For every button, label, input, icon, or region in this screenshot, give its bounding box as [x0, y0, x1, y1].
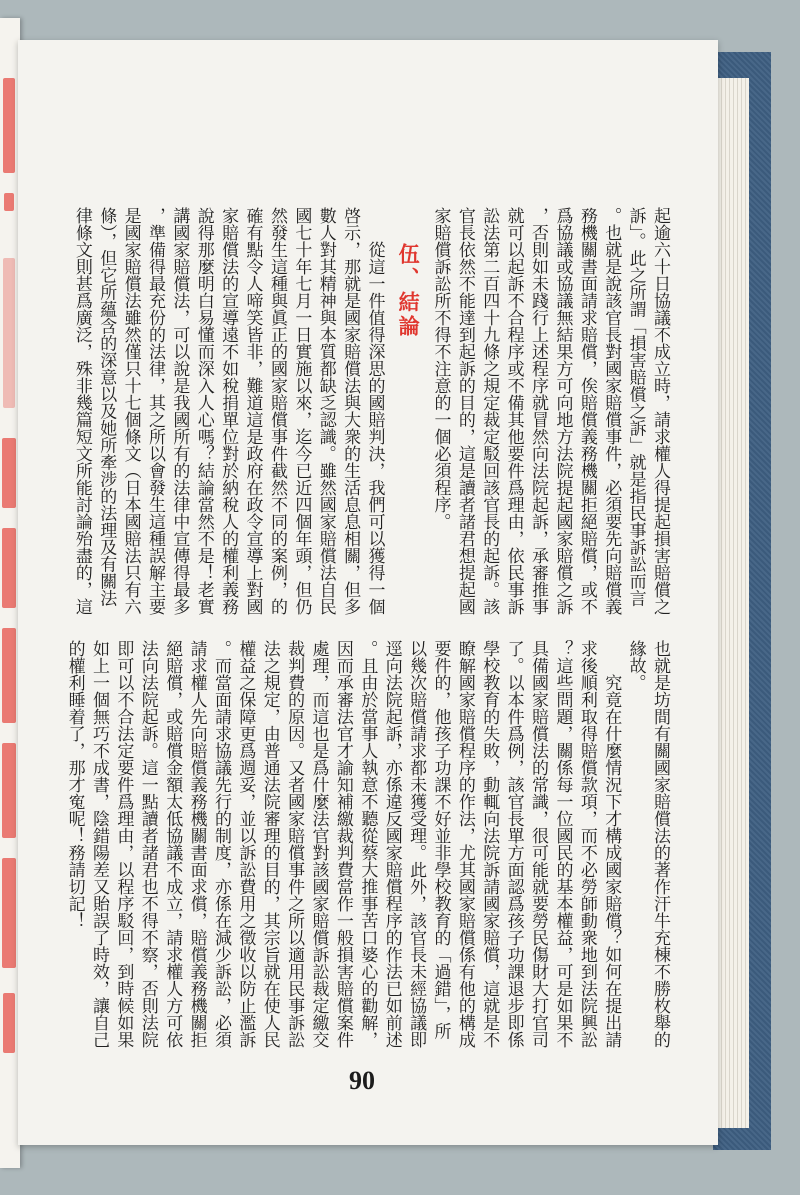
text-column: 瞭解國家賠償程序的作法，尤其國家賠償係有他的構成 — [454, 640, 475, 1048]
text-column: 訴」。此之所謂「損害賠償之訴」就是指民事訴訟而言 — [625, 207, 646, 607]
text-column: 然發生這種與眞正的國家賠償事件截然不同的案例，的 — [266, 207, 287, 615]
new-paragraph — [62, 640, 623, 1052]
red-print-fragment — [3, 78, 15, 173]
text-column: 律條文則甚爲廣泛，殊非幾篇短文所能討論殆盡的，這 — [71, 207, 92, 615]
text-column: ？這些問題，關係每一位國民的基本權益，可是如果不 — [552, 640, 573, 1048]
text-column: ，準備得最充份的法律，其之所以會發生這種誤解主要 — [144, 207, 165, 615]
text-column: 因而承審法官才諭知補繳裁判費當作一般損害賠償案件 — [332, 640, 353, 1048]
text-column: 法向法院起訴。這一點讀者諸君也不得不察，否則法院 — [137, 640, 158, 1048]
text-column: 權益之保障更爲週妥，並以訴訟費用之徵收以防止濫訴 — [235, 640, 256, 1048]
text-column: 要件的，他孩子功課不好並非學校教育的「過錯」，所 — [430, 640, 451, 1040]
text-column: 爲協議或協議無結果方可向地方法院提起國家賠償之訴 — [552, 207, 573, 615]
text-column: 如上一個無巧不成書，陰錯陽差又貽誤了時效，讓自己 — [89, 640, 110, 1048]
text-column: 國七十年七月一日實施以來，迄今已近四個年頭，但仍 — [291, 207, 312, 615]
red-print-fragment — [2, 858, 16, 968]
text-column: 裁判費的原因。又者國家賠償事件之所以適用民事訴訟 — [284, 640, 305, 1048]
text-column: 法之規定，由普通法院審理的目的，其宗旨就在使人民 — [259, 640, 280, 1048]
text-column: 具備國家賠償法的常識，很可能就要勞民傷財大打官司 — [528, 640, 549, 1048]
red-print-fragment — [4, 193, 14, 211]
text-column: 逕向法院起訴，亦係違反國家賠償程序的作法已如前述 — [381, 640, 402, 1048]
conclusion-paragraph — [69, 207, 386, 619]
text-column: 處理，而這也是爲什麼法官對該國家賠償訴訟裁定繳交 — [308, 640, 329, 1048]
continued-paragraph — [623, 640, 672, 1052]
text-column: 。而當面請求協議先行的制度，亦係在減少訴訟，必須 — [210, 640, 231, 1048]
text-column: 確有點令人啼笑皆非，難道這是政府在政令宣導上對國 — [242, 207, 263, 615]
bottom-text-block — [62, 640, 672, 1052]
text-column: 從這一件值得深思的國賠判決，我們可以獲得一個 — [364, 241, 385, 615]
continued-paragraph — [428, 207, 672, 619]
red-print-fragment — [3, 258, 15, 408]
text-column: 啓示，那就是國家賠償法與大衆的生活息息相關，但多 — [340, 207, 361, 615]
red-print-fragment — [2, 438, 16, 508]
text-column: 也就是坊間有關國家賠償法的著作汗牛充棟不勝枚舉的 — [650, 640, 670, 1048]
text-column: 以幾次賠償請求都未獲受理。此外，該官長未經協議即 — [406, 640, 427, 1048]
text-column: 家賠償訴訟所不得不注意的一個必須程序。 — [430, 207, 451, 530]
text-column: 條），但它所蘊含的深意以及她所牽涉的法理及有關法 — [96, 207, 117, 607]
text-column: 學校教育的失敗，動輒向法院訴請國家賠償，這就是不 — [479, 640, 500, 1048]
text-column: 起逾六十日協議不成立時，請求權人得提起損害賠償之 — [650, 207, 670, 615]
text-column: 請求權人先向賠償義務機關書面求償，賠償義務機關拒 — [186, 640, 207, 1048]
text-column: 的權利睡着了，那才寃呢！務請切記！ — [64, 640, 85, 929]
red-print-fragment — [2, 528, 16, 608]
text-column: 求後順利取得賠償款項，而不必勞師動衆地到法院興訟 — [576, 640, 597, 1048]
red-print-fragment — [3, 993, 15, 1053]
text-column: 。也就是說該官長對國家賠償事件，必須要先向賠償義 — [601, 207, 622, 615]
text-column: 務機關書面請求賠償，俟賠償義務機關拒絕賠償，或不 — [576, 207, 597, 615]
text-column: 數人對其精神與本質都缺乏認識。雖然國家賠償法自民 — [315, 207, 336, 615]
text-column: 緣故。 — [625, 640, 646, 691]
text-column: 絕賠償，或賠償金額太低協議不成立，請求權人方可依 — [162, 640, 183, 1048]
text-column: 是國家賠償法雖然僅只十七個條文（日本國賠法只有六 — [120, 207, 141, 615]
text-column: 。且由於當事人執意不聽從蔡大推事苦口婆心的勸解， — [357, 640, 378, 1048]
previous-page-edge — [0, 18, 20, 1168]
page-edges — [718, 78, 749, 1128]
text-column: 了。以本件爲例，該官長單方面認爲孩子功課退步即係 — [503, 640, 524, 1048]
text-column: 就可以起訴不合程序或不備其他要件爲理由，依民事訴 — [503, 207, 524, 615]
section-heading: 伍、結論 — [396, 243, 421, 339]
text-column: 訟法第二百四十九條之規定裁定駁回該官長的起訴。該 — [479, 207, 500, 615]
text-column: 說得那麼明白易懂而深入人心嗎？結論當然不是！老實 — [193, 207, 214, 615]
text-column: 講國家賠償法，可以說是我國所有的法律中宣傳得最多 — [169, 207, 190, 615]
text-column: 究竟在什麼情況下才構成國家賠償？如何在提出請 — [601, 674, 622, 1048]
red-print-fragment — [2, 743, 16, 838]
text-column: 官長依然不能達到起訴的目的，這是讀者諸君想提起國 — [454, 207, 475, 615]
page-number: 90 — [349, 1066, 375, 1095]
text-column: 即可以不合法定要件爲理由，以程序駁回，到時候如果 — [113, 640, 134, 1048]
text-column: ，否則如未踐行上述程序就冒然向法院起訴，承審推事 — [528, 207, 549, 615]
top-text-block — [69, 207, 672, 619]
red-print-fragment — [2, 628, 16, 723]
text-column: 家賠償法的宣導遠不如稅捐單位對於納稅人的權利義務 — [218, 207, 239, 615]
